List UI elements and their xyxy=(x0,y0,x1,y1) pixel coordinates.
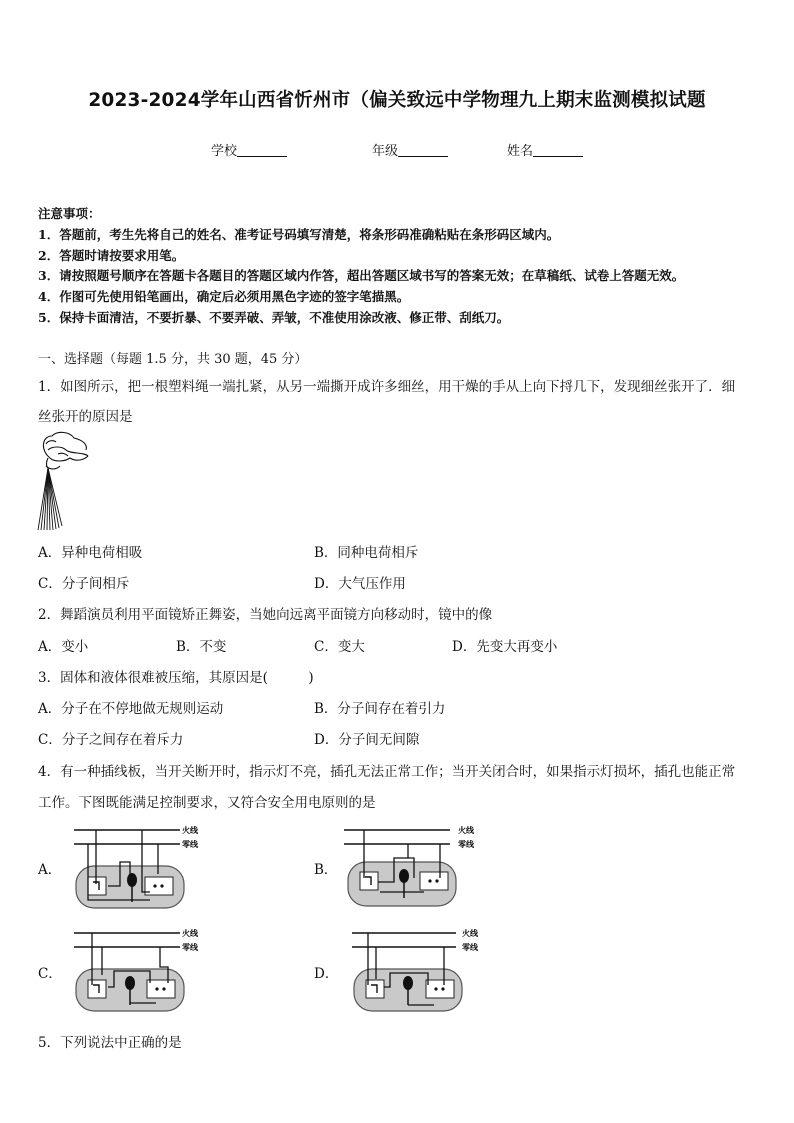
question-5-stem: 5．下列说法中正确的是 xyxy=(38,1035,182,1051)
question-3-stem: 3．固体和液体很难被压缩，其原因是( ) xyxy=(38,670,314,686)
option-1a[interactable]: A．异种电荷相吸 xyxy=(38,545,143,561)
live-wire-label: 火线 xyxy=(182,929,198,938)
neutral-wire-label: 零线 xyxy=(462,943,478,952)
option-1b[interactable]: B．同种电荷相斥 xyxy=(314,545,419,561)
grade-blank[interactable] xyxy=(398,142,448,157)
question-2-stem: 2．舞蹈演员利用平面镜矫正舞姿，当她向远离平面镜方向移动时，镜中的像 xyxy=(38,607,493,623)
option-2c[interactable]: C．变大 xyxy=(314,639,365,655)
circuit-diagram-b xyxy=(340,822,490,912)
question-1-stem: 1．如图所示，把一根塑料绳一端扎紧，从另一端撕开成许多细丝，用干燥的手从上向下捋几下，发现细丝张开了．细 xyxy=(38,379,736,395)
live-wire-label: 火线 xyxy=(458,826,474,835)
question-4-stem: 4．有一种插线板，当开关断开时，指示灯不亮，插孔无法正常工作；当开关闭合时，如果指示灯损坏，插孔也能正常 xyxy=(38,764,736,780)
live-wire-label: 火线 xyxy=(182,826,198,835)
notice-heading: 注意事项： xyxy=(38,206,101,221)
school-field[interactable] xyxy=(211,140,287,159)
option-1d[interactable]: D．大气压作用 xyxy=(314,576,406,592)
neutral-wire-label: 零线 xyxy=(182,943,198,952)
notice-item: 2．答题时请按要求用笔。 xyxy=(38,248,185,263)
option-2b[interactable]: B．不变 xyxy=(176,639,227,655)
name-blank[interactable] xyxy=(533,142,583,157)
option-4b[interactable]: B． xyxy=(314,862,338,878)
question-4-stem: 工作。下图既能满足控制要求，又符合安全用电原则的是 xyxy=(38,795,376,811)
circuit-diagram-c xyxy=(70,925,220,1015)
option-3c[interactable]: C．分子之间存在着斥力 xyxy=(38,732,184,748)
grade-field[interactable] xyxy=(372,140,448,159)
hand-plastic-strands-figure xyxy=(36,428,96,532)
option-1c[interactable]: C．分子间相斥 xyxy=(38,576,130,592)
option-2d[interactable]: D．先变大再变小 xyxy=(452,639,558,655)
name-label: 姓名 xyxy=(507,144,534,159)
option-4c[interactable]: C． xyxy=(38,966,62,982)
circuit-diagram-a xyxy=(70,822,220,912)
option-3a[interactable]: A．分子在不停地做无规则运动 xyxy=(38,701,224,717)
school-blank[interactable] xyxy=(237,142,287,157)
option-2a[interactable]: A．变小 xyxy=(38,639,89,655)
page-title: 2023-2024学年山西省忻州市（偏关致远中学物理九上期末监测模拟试题 xyxy=(88,90,706,111)
question-1-stem: 丝张开的原因是 xyxy=(38,409,133,425)
notice-item: 3．请按照题号顺序在答题卡各题目的答题区域内作答，超出答题区域书写的答案无效；在草稿纸、试卷上答题无效。 xyxy=(38,268,685,283)
neutral-wire-label: 零线 xyxy=(182,840,198,849)
notice-item: 1．答题前，考生先将自己的姓名、准考证号码填写清楚，将条形码准确粘贴在条形码区域内。 xyxy=(38,227,560,242)
grade-label: 年级 xyxy=(372,144,399,159)
option-4a[interactable]: A． xyxy=(38,862,62,878)
neutral-wire-label: 零线 xyxy=(458,840,474,849)
school-label: 学校 xyxy=(211,144,238,159)
circuit-diagram-d xyxy=(340,925,490,1015)
notice-item: 5．保持卡面清洁，不要折暴、不要弄破、弄皱，不准使用涂改液、修正带、刮纸刀。 xyxy=(38,310,510,325)
section-title: 一、选择题（每题 1.5 分，共 30 题，45 分） xyxy=(38,352,308,367)
option-3b[interactable]: B．分子间存在着引力 xyxy=(314,701,446,717)
live-wire-label: 火线 xyxy=(462,929,478,938)
notice-item: 4．作图可先使用铅笔画出，确定后必须用黑色字迹的签字笔描黑。 xyxy=(38,289,410,304)
option-3d[interactable]: D．分子间无间隙 xyxy=(314,732,420,748)
option-4d[interactable]: D． xyxy=(314,966,339,982)
name-field[interactable] xyxy=(507,140,583,159)
